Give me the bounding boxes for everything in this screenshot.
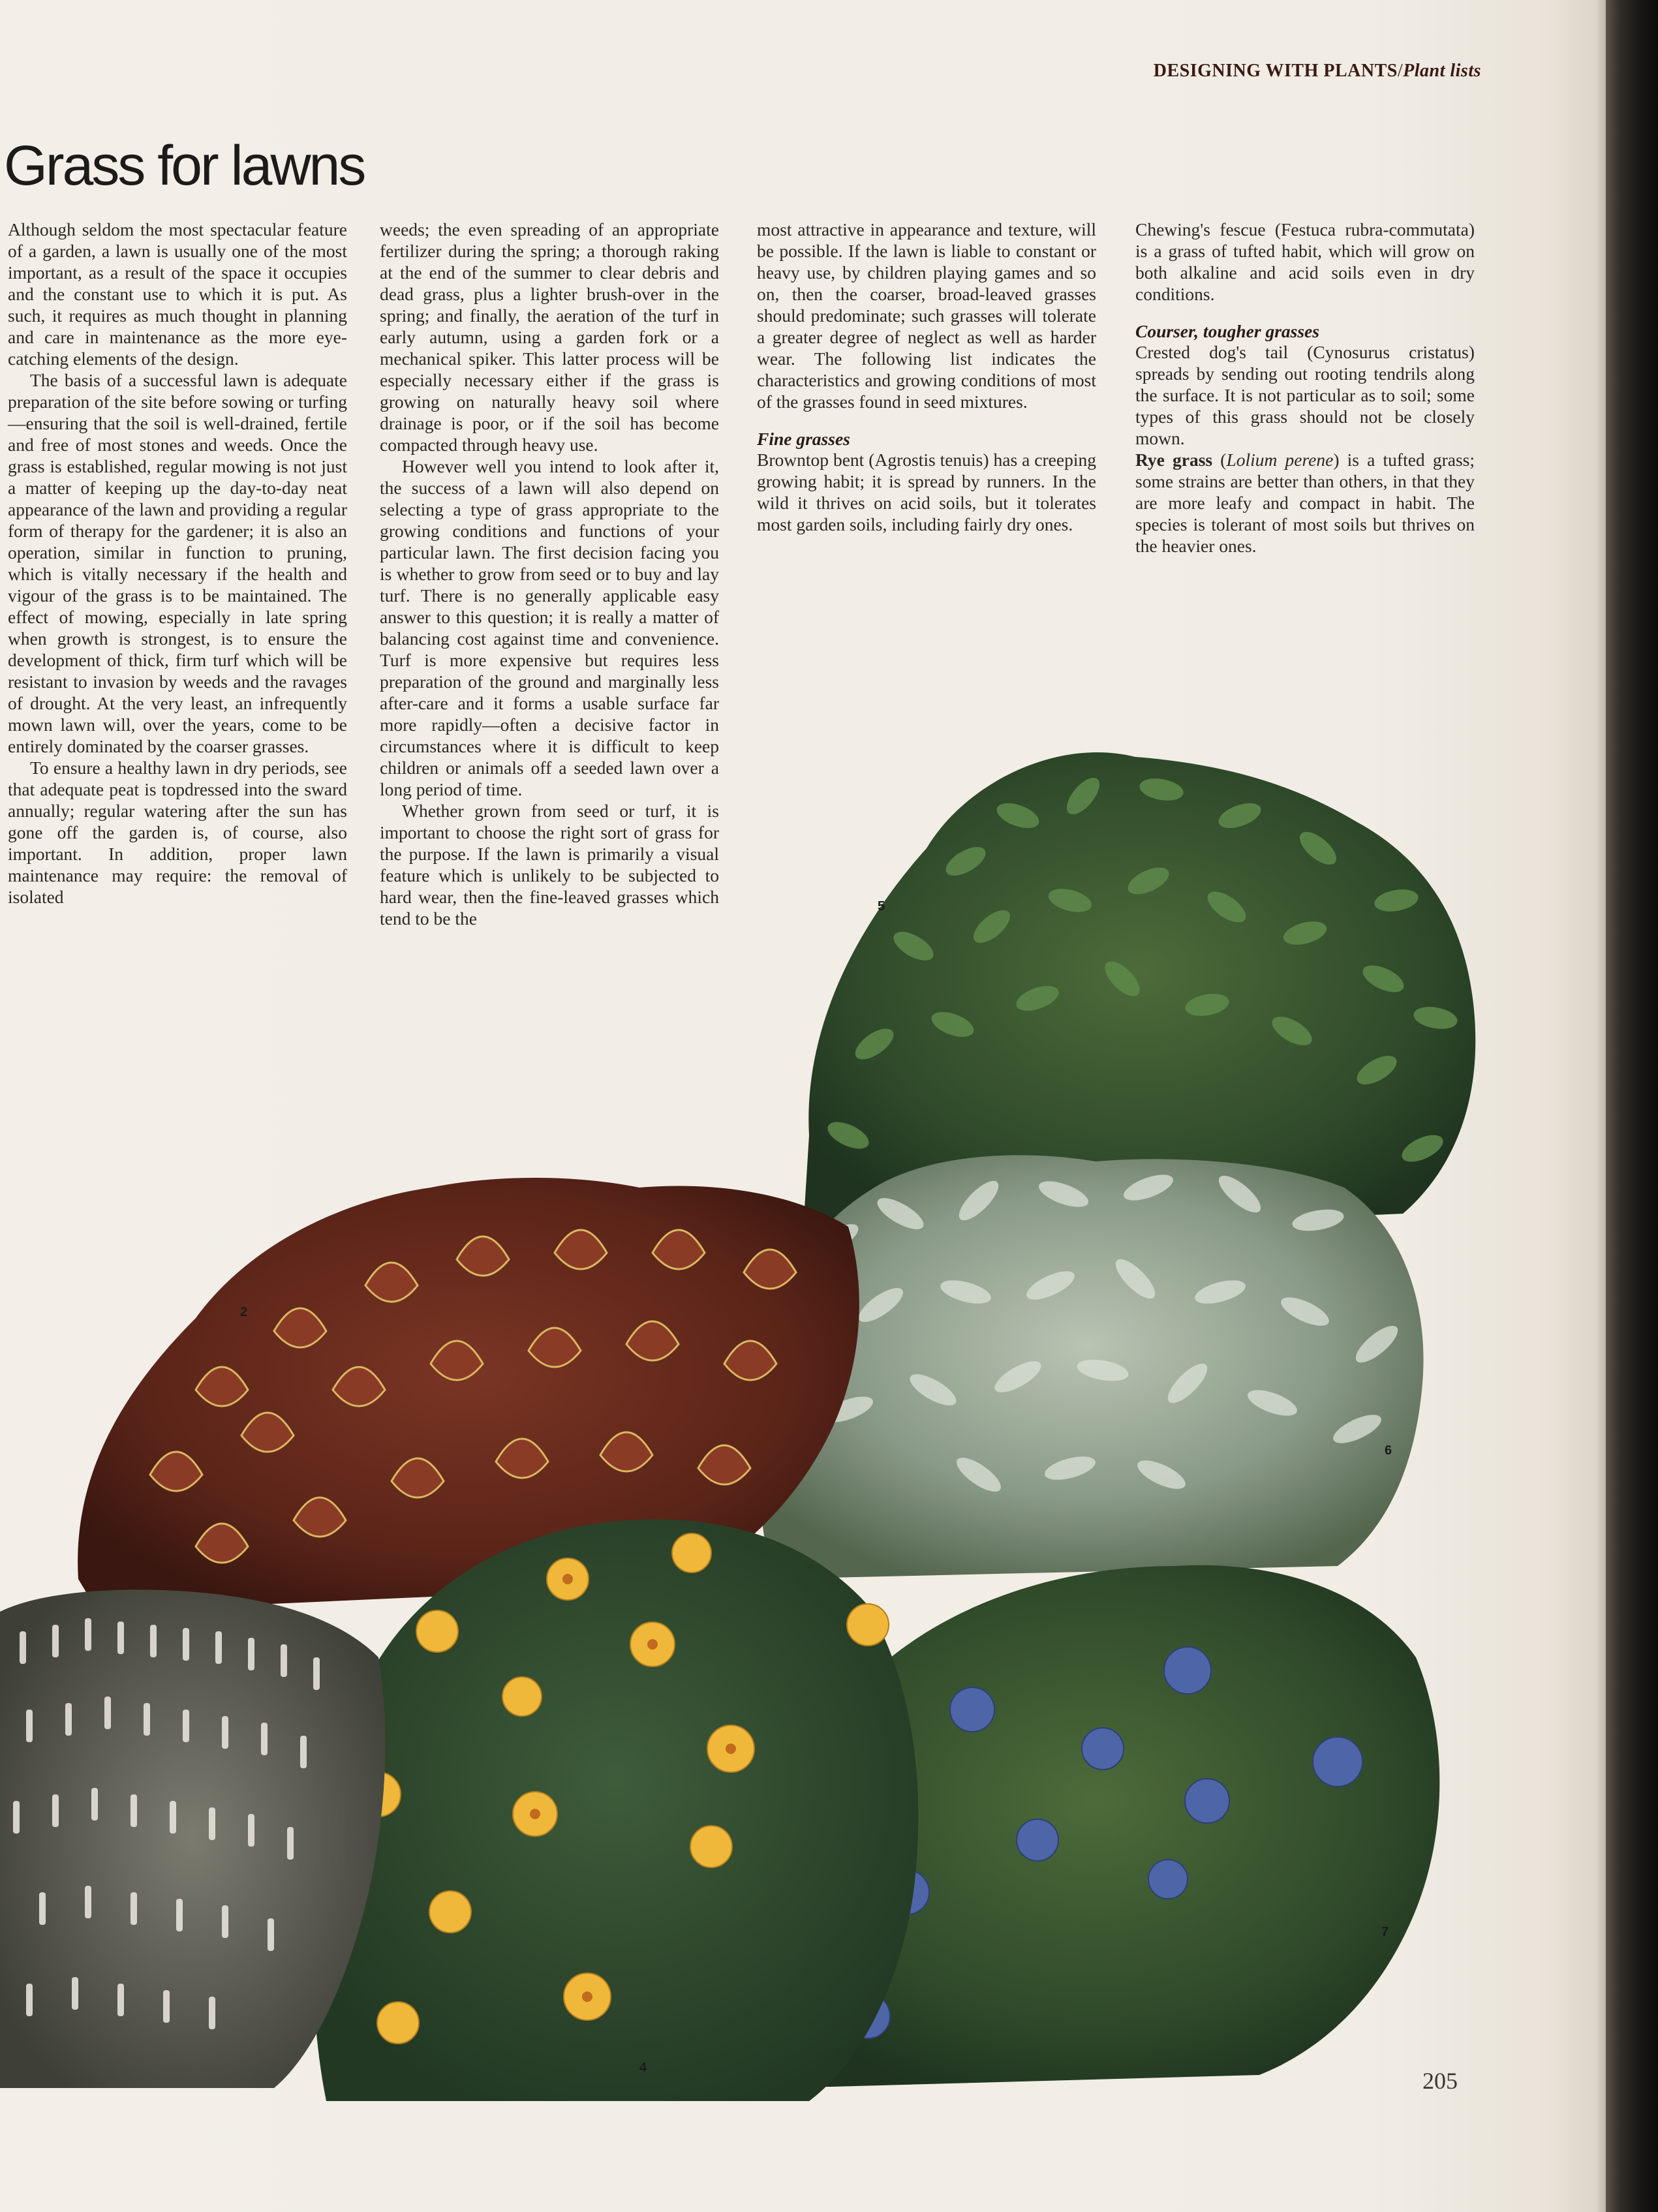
text-column-4 (1135, 219, 1475, 557)
page-number: 205 (1422, 2068, 1458, 2094)
subheading-fine-grasses: Fine grasses (757, 429, 850, 449)
page-title: Grass for lawns (4, 134, 365, 197)
entry-rye-grass: Rye grass (Lolium perene) is a tufted grass; some strains are better than others, in that they are more leafy and compact in habit. The species is tolerant of most soils but thrives on the heavier ones. (1135, 450, 1475, 556)
paragraph: To ensure a healthy lawn in dry periods, see that adequate peat is topdressed into the sward annually; regular watering after the sun has gone off the garden is, of course, also important. In addition, proper lawn maintenance may require: the removal of isolated (8, 758, 347, 907)
plant-number-5: 5 (878, 899, 885, 914)
entry-text: has a creeping growing habit; it is spread by runners. In the wild it thrives on acid soils, but it tolerates most garden soils, including fairly dry ones. (757, 450, 1096, 534)
entry-name: Chewing's fescue (1135, 219, 1266, 239)
entry-text: is a tufted grass; some strains are better than others, in that they are more leafy and compact in habit. The species is tolerant of most soils but thrives on the heavier ones. (1135, 450, 1475, 556)
paragraph: The basis of a successful lawn is adequate preparation of the site before sowing or turfing—ensuring that the soil is well-drained, fertile and free of most stones and weeds. Once the grass is established, regular mowing is not just a matter of keeping up the day-to-day neat appearance of the lawn and providing a regular form of therapy for the gardener; it is also an operation, similar in function to pruning, which is vitally necessary if the health and vigour of the grass is to be maintained. The effect of mowing, especially in late spring when growth is strongest, is to ensure the development of thick, firm turf which will be resistant to invasion by weeds and the ravages of drought. At the very least, an infrequently mown lawn will, over the years, come to be entirely dominated by the coarser grasses. (8, 370, 347, 756)
paragraph: Whether grown from seed or turf, it is important to choose the right sort of grass for the purpose. If the lawn is primarily a visual feature which is unlikely to be subjected to hard wear, then the fine-leaved grasses which tend to be the (380, 801, 719, 929)
paragraph: Although seldom the most spectacular feature of a garden, a lawn is usually one of the most important, as a result of the space it occupies and the constant use to which it is put. As such, it requires as much thought in planning and care in maintenance as the more eye-catching elements of the design. (8, 219, 347, 369)
paragraph: weeds; the even spreading of an appropriate fertilizer during the spring; a thorough raking at the end of the summer to clear debris and dead grass, plus a lighter brush-over in the spring; and finally, the aeration of the turf in early autumn, using a garden fork or a mechanical spiker. This latter process will be especially necessary either if the grass is growing on naturally heavy soil where drainage is poor, or if the soil has become compacted through heavy use. (380, 219, 719, 455)
entry-name: Rye grass (1135, 450, 1213, 470)
entry-latin: Cynosurus cristatus (1313, 342, 1469, 362)
running-head: DESIGNING WITH PLANTS/Plant lists (1153, 61, 1481, 81)
entry-latin: Lolium perene (1226, 450, 1334, 470)
paragraph: most attractive in appearance and texture, will be possible. If the lawn is liable to constant or heavy use, by children playing games and so on, then the coarser, broad-leaved grasses should predominate; such grasses will tolerate a greater degree of neglect as well as harder wear. The following list indicates the characteristics and growing conditions of most of the grasses found in seed mixtures. (757, 219, 1096, 412)
plant-number-6: 6 (1385, 1443, 1392, 1458)
entry-chewings-fescue: Chewing's fescue (Festuca rubra-commutata) is a grass of tufted habit, which will grow on both alkaline and acid soils even in dry conditions. (1135, 219, 1475, 304)
entry-latin: Festuca rubra-commutata (1281, 219, 1469, 239)
plant-4-hypericum (307, 1520, 918, 2101)
running-head-subsection: Plant lists (1403, 61, 1481, 81)
entry-crested-dogs-tail: Crested dog's tail (Cynosurus cristatus) spreads by sending out rooting tendrils along the surface. It is not particular as to soil; some types of this grass should not be closely mown. (1135, 342, 1475, 448)
plant-number-7: 7 (1381, 1925, 1389, 1939)
entry-name: Browntop bent (757, 450, 865, 470)
paragraph: However well you intend to look after it, the success of a lawn will also depend on selecting a type of grass appropriate to the growing conditions and functions of your particular lawn. The first decision facing you is whether to grow from seed or to buy and lay turf. There is no generally applicable easy answer to this question; it is really a matter of balancing cost against time and convenience. Turf is more expensive but requires less preparation of the ground and marginally less after-care and it forms a usable surface far more rapidly—often a decisive factor in circumstances where it is difficult to keep children or animals off a seeded lawn over a long period of time. (380, 456, 719, 799)
text-column-3 (757, 219, 1096, 535)
plant-illustration (0, 718, 1501, 2121)
subheading-coarser-grasses: Courser, tougher grasses (1135, 321, 1319, 341)
entry-latin: Agrostis tenuis (874, 450, 983, 470)
plant-number-2: 2 (240, 1305, 248, 1319)
book-spine (1606, 0, 1658, 2212)
entry-text: spreads by sending out rooting tendrils along the surface. It is not particular as to soil; some types of this grass should not be closely mown. (1135, 363, 1475, 448)
entry-text: is a grass of tufted habit, which will grow on both alkaline and acid soils even in dry conditions. (1135, 241, 1475, 304)
entry-browntop-bent: Browntop bent (Agrostis tenuis) has a creeping growing habit; it is spread by runners. In the wild it thrives on acid soils, but it tolerates most garden soils, including fairly dry ones. (757, 450, 1096, 534)
entry-name: Crested dog's tail (1135, 342, 1289, 362)
running-head-section: DESIGNING WITH PLANTS (1153, 61, 1398, 81)
plant-number-4: 4 (639, 2061, 647, 2075)
